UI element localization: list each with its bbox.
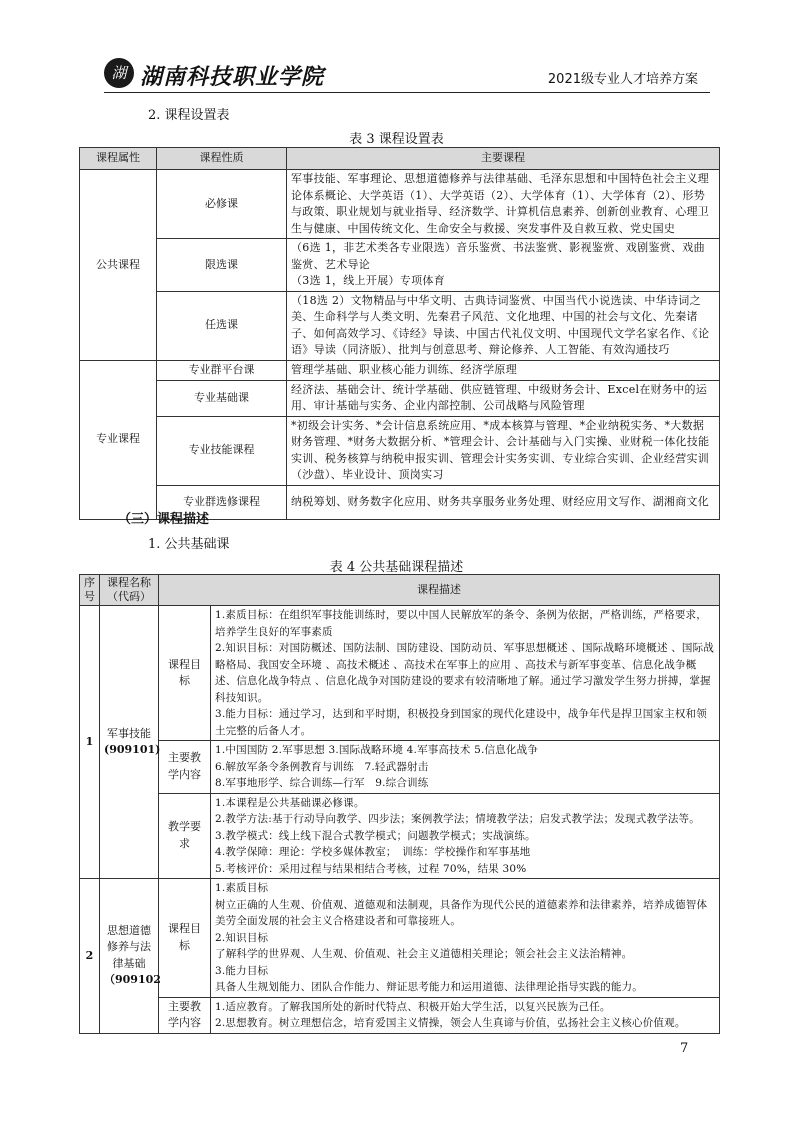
course-code: (909101)	[104, 743, 161, 756]
desc-line: 1.本课程是公共基础课必修课。	[215, 796, 365, 809]
courses-line: （3选 1，线上开展）专项体育	[291, 274, 445, 287]
desc-line: 4.教学保障：理论：学校多媒体教室； 训练：学校操作和军事基地	[215, 846, 531, 858]
course-code: （909102	[104, 973, 161, 987]
block-label: 课程目标	[159, 879, 211, 998]
col-header-desc: 课程描述	[159, 575, 720, 606]
desc-line: 1.素质目标：在组织军事技能训练时，要以中国人民解放军的条令、条例为依据，严格训练，严格要求，培养学生良好的军事素质	[215, 609, 707, 638]
desc-line: 3.教学模式：线上线下混合式教学模式；问题教学模式；实战演练。	[215, 829, 536, 842]
desc-line: 2.知识目标：对国防概述、国防法制、国防建设、国防动员、军事思想概述 、国际战略环境概述 、国际战略格局、我国安全环境 、高技术概述 、高技术在军事上的应用 、高技术与新军事变革、信息化战争概述、信息化战争特点 、信息化战争对国防建设的要求有较清晰地了解。通过学习激发学生努力拼搏，掌握科技知识。	[215, 642, 714, 704]
block-label: 主要教学内容	[159, 997, 211, 1033]
school-logo-icon: 湖	[104, 58, 134, 88]
col-header-nature: 课程性质	[157, 148, 287, 170]
block-label: 主要教学内容	[159, 741, 211, 794]
nature-cell: 专业基础课	[157, 380, 287, 416]
courses-cell: （18选 2）文物精品与中华文明、古典诗词鉴赏、中国当代小说选读、中华诗词之美、生命科学与人类文明、先秦君子风范、文化地理、中国的社会与文化、先秦诸子、如何高效学习、《诗经》导读、中国古代礼仪文明、中国现代文学名家名作、《论语》导读（同济版）、批判与创意思考、辩论修养、人工智能、有效沟通技巧	[287, 291, 720, 360]
courses-line: （6选 1，非艺术类各专业限选）音乐鉴赏、书法鉴赏、影视鉴赏、戏剧鉴赏、戏曲鉴赏、艺术导论	[291, 241, 705, 271]
section-title: 2. 课程设置表	[148, 108, 230, 123]
section-heading: （三）课程描述	[118, 512, 210, 527]
plan-title: 2021级专业人才培养方案	[547, 72, 698, 87]
desc-line: 8.军事地形学、综合训练—行军 9.综合训练	[215, 777, 429, 789]
desc-line: 5.考核评价：采用过程与结果相结合考核，过程 70%，结果 30%	[215, 862, 527, 875]
desc-line: 6.解放军条令条例教育与训练 7.轻武器射击	[215, 760, 429, 773]
col-header-courses: 主要课程	[287, 148, 720, 170]
subsection-title: 1. 公共基础课	[148, 537, 230, 552]
desc-line: 2.教学方法:基于行动导向教学、四步法；案例教学法；情境教学法；启发式教学法；发现式教学法等。	[215, 813, 700, 825]
block-label: 教学要求	[159, 793, 211, 879]
block-content	[211, 741, 720, 794]
nature-cell: 任选课	[157, 291, 287, 360]
attr-professional: 专业课程	[80, 360, 157, 519]
course-name-text: 军事技能	[107, 726, 151, 740]
desc-line: 3.能力目标	[215, 964, 269, 977]
page-header	[104, 56, 710, 93]
course-description-table	[79, 574, 720, 1034]
courses-cell	[287, 239, 720, 292]
block-content	[211, 793, 720, 879]
desc-line: 1.中国国防 2.军事思想 3.国际战略环境 4.军事高技术 5.信息化战争	[215, 744, 539, 756]
courses-cell: 经济法、基础会计、统计学基础、供应链管理、中级财务会计、Excel在财务中的运用、审计基础与实务、企业内部控制、公司战略与风险管理	[287, 380, 720, 416]
desc-line: 2.知识目标	[215, 931, 269, 944]
school-name: 湖南科技职业学院	[140, 64, 325, 90]
col-header-name: 课程名称（代码）	[100, 575, 159, 606]
nature-cell: 专业群选修课程	[157, 485, 287, 519]
block-label: 课程目标	[159, 606, 211, 741]
block-content	[211, 606, 720, 741]
nature-cell: 限选课	[157, 239, 287, 292]
page-number: 7	[680, 1041, 689, 1056]
block-content	[211, 879, 720, 998]
desc-line: 3.能力目标：通过学习，达到和平时期，积极投身到国家的现代化建设中，战争年代是捍卫国家主权和领土完整的后备人才。	[215, 708, 707, 737]
table3-caption: 表 3 课程设置表	[349, 132, 444, 147]
desc-line: 1.素质目标	[215, 882, 269, 894]
course-name	[100, 879, 159, 1034]
desc-line: 2.思想教育。树立理想信念，培育爱国主义情操，领会人生真谛与价值，弘扬社会主义核心价值观。	[215, 1017, 686, 1029]
attr-public: 公共课程	[80, 170, 157, 361]
course-name-text: 思想道德修养与法律基础	[107, 923, 151, 970]
course-name	[100, 606, 159, 879]
block-content	[211, 997, 720, 1033]
col-header-no: 序号	[80, 575, 100, 606]
nature-cell: 专业群平台课	[157, 360, 287, 380]
nature-cell: 必修课	[157, 170, 287, 239]
course-no: 2	[80, 879, 100, 1034]
courses-cell: 纳税筹划、财务数字化应用、财务共享服务业务处理、财经应用文写作、湖湘商文化	[287, 485, 720, 519]
course-setting-table	[79, 147, 720, 520]
courses-cell: *初级会计实务、*会计信息系统应用、*成本核算与管理、*企业纳税实务、*大数据财务管理、*财务大数据分析、*管理会计、会计基础与入门实操、业财税一体化技能实训、税务核算与纳税申报实训、管理会计实务实训、专业综合实训、企业经营实训（沙盘）、毕业设计、顶岗实习	[287, 416, 720, 485]
desc-line: 具备人生规划能力、团队合作能力、辩证思考能力和运用道德、法律理论指导实践的能力。	[215, 981, 643, 993]
desc-line: 了解科学的世界观、人生观、价值观、社会主义道德相关理论；领会社会主义法治精神。	[215, 948, 633, 960]
table4-caption: 表 4 公共基础课程描述	[329, 560, 464, 575]
desc-line: 1.适应教育。了解我国所处的新时代特点、积极开始大学生活，以复兴民族为己任。	[215, 1000, 611, 1013]
course-no: 1	[80, 606, 100, 879]
desc-line: 树立正确的人生观、价值观、道德观和法制观，具备作为现代公民的道德素养和法律素养，培养成德智体美劳全面发展的社会主义合格建设者和可靠接班人。	[215, 898, 708, 927]
courses-cell: 管理学基础、职业核心能力训练、经济学原理	[287, 360, 720, 380]
courses-cell: 军事技能、军事理论、思想道德修养与法律基础、毛泽东思想和中国特色社会主义理论体系概论、大学英语（1）、大学英语（2）、大学体育（1）、大学体育（2）、形势与政策、职业规划与就业指导、经济数学、计算机信息素养、创新创业教育、心理卫生与健康、中国传统文化、生命安全与救援、突发事件及自救互救、党史国史	[287, 170, 720, 239]
col-header-attr: 课程属性	[80, 148, 157, 170]
nature-cell: 专业技能课程	[157, 416, 287, 485]
